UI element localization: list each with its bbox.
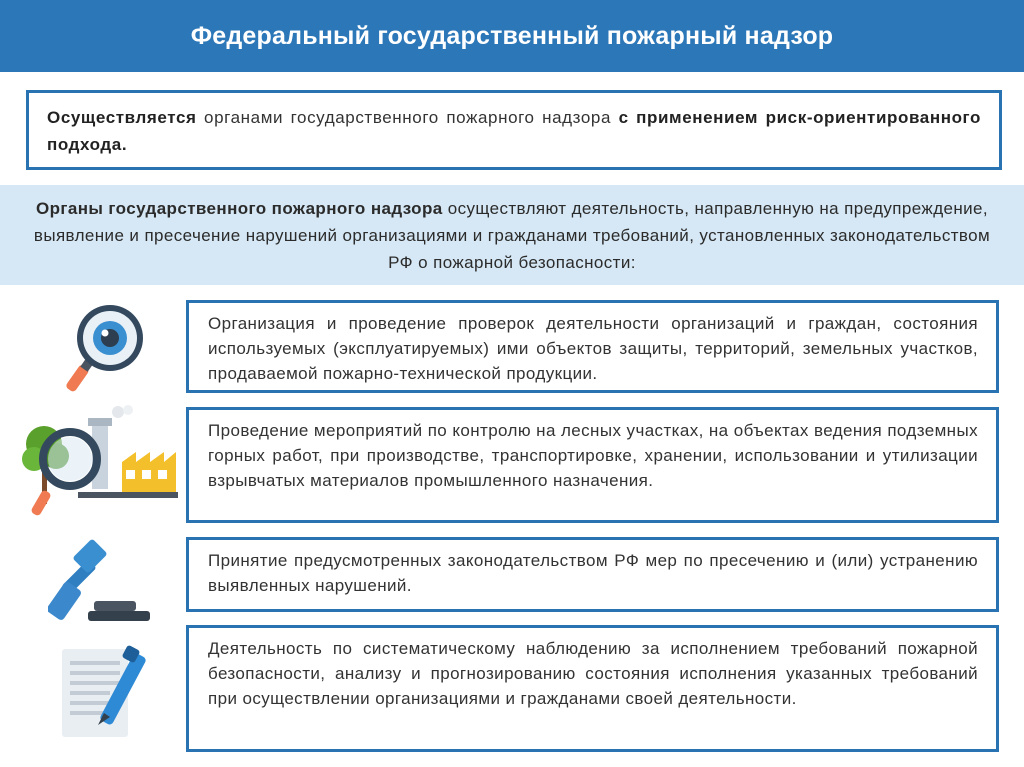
intro-bold-end: с применением риск-ориентированного подхода.	[47, 108, 982, 154]
document-pen-icon	[58, 643, 158, 743]
intro-text: органами государственного пожарного надзора	[196, 108, 619, 127]
activity-card-monitoring	[186, 625, 999, 752]
activity-text: Организация и проведение проверок деятельности организаций и граждан, состояния используемых (эксплуатируемых) ими объектов защиты, территорий, земельных участков, продаваемой пожарно-технической продукции.	[208, 314, 978, 383]
activity-card-violation-measures	[186, 537, 999, 612]
band-text: осуществляют деятельность, направленную на предупреждение, выявление и пресечение нарушений организациями и гражданами требований, установленных законодательством РФ о пожарной безопасности:	[33, 199, 991, 272]
page-title: Федеральный государственный пожарный надзор	[190, 21, 834, 50]
forest-factory-inspection-icon	[22, 404, 182, 524]
intro-bold-start: Осуществляется	[47, 108, 197, 127]
magnifier-eye-icon	[58, 302, 148, 397]
activity-text: Принятие предусмотренных законодательством РФ мер по пресечению и (или) устранению выявленных нарушений.	[208, 551, 978, 595]
description-band	[0, 185, 1024, 285]
activity-card-inspections	[186, 300, 999, 393]
gavel-icon	[48, 535, 158, 625]
activity-card-control-measures	[186, 407, 999, 523]
title-bar	[0, 0, 1024, 72]
intro-box	[26, 90, 1002, 170]
activity-text: Деятельность по систематическому наблюдению за исполнением требований пожарной безопасности, анализу и прогнозированию состояния исполнения указанных требований при осуществлении организациями и гражданами своей деятельности.	[208, 639, 978, 708]
activity-text: Проведение мероприятий по контролю на лесных участках, на объектах ведения подземных горных работ, при производстве, транспортировке, хранении, использовании и утилизации взрывчатых материалов промышленного назначения.	[208, 421, 978, 490]
band-bold: Органы государственного пожарного надзора	[35, 199, 443, 218]
